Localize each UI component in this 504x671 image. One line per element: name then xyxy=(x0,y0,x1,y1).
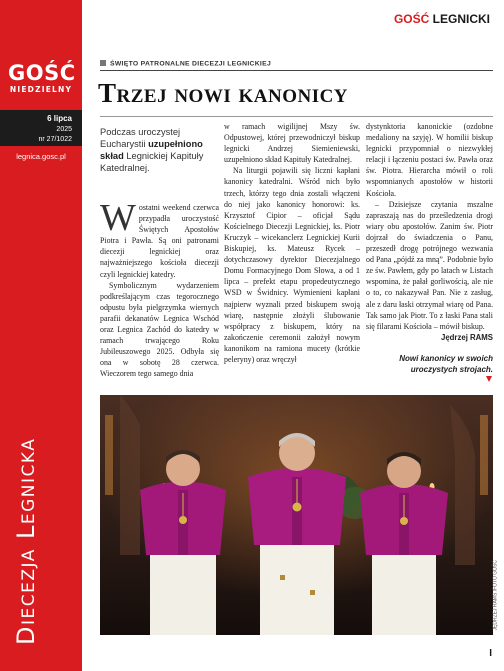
brand-region: LEGNICKI xyxy=(432,12,490,26)
logo-wordmark: GOŚĆ xyxy=(8,61,76,85)
page-number: I xyxy=(489,648,492,659)
paragraph-text: ostatni weekend czerwca przypadła uroczystość Świętych Apostołów Piotra i Pawła. Są oni patronami diecezji legnickiej oraz najważniejszego kościoła diecezji czyli legnickiej katedry. xyxy=(100,203,219,279)
issue-info xyxy=(0,110,82,146)
lead-start: Podczas uroczystej Eucharystii xyxy=(100,127,181,149)
article-lead xyxy=(100,126,212,174)
edition-brand xyxy=(394,12,490,26)
text-column-3 xyxy=(366,121,493,343)
kicker-divider xyxy=(100,70,493,71)
text-column-2 xyxy=(224,121,360,365)
issue-date: 6 lipca xyxy=(47,114,72,123)
website-link[interactable]: legnica.gosc.pl xyxy=(16,152,66,161)
article-author: Jędrzej RAMS xyxy=(441,332,493,342)
lead-end: Legnickiej Kapituły Katedralnej. xyxy=(100,151,204,173)
photo-caption: Nowi kanonicy w swoich uroczystych strojach. xyxy=(399,354,493,374)
paragraph: – Dzisiejsze czytania mszalne zapraszają nas do prześledzenia drogi wiary obu apostołów. Zanim św. Piotr dojrzał do świadczenia o Panu, przeszedł drogę potrójnego wezwania od Pana „pójdź za mną”. Podobnie było ze św. Pawłem, gdy po latach w Listach wspomina, że pałał gorliwością, ale nie o to, co nakazywał Pan. Nie z zasług, ale z daru łaski otrzymał wiarę od Pana. Tak samo jak Piotr. To z łaski Pana stali się filarami Kościoła – mówił biskup. xyxy=(366,199,493,331)
article-kicker xyxy=(100,60,271,68)
issue-year: 2025 xyxy=(56,126,72,133)
title-divider xyxy=(100,116,493,117)
canons-photo-illustration xyxy=(100,395,493,635)
logo-subtitle: NIEDZIELNY xyxy=(9,85,73,94)
gosc-niedzielny-logo[interactable] xyxy=(8,62,74,94)
paragraph: dystynktoria kanonickie (ozdobne medaliony na szyję). W homilii biskup legnicki przypomniał o niezwykłej relacji i łączeniu postaci św. Pawła oraz św. Piotra. Hierarcha mówił o roli wspomnianych apostołów w historii Kościoła. xyxy=(366,122,493,198)
paragraph: Na liturgii pojawili się liczni kapłani kanonicy katedralni. Wśród nich było trzech, którzy tego dnia zostali włączeni do niej jako kanonicy honorowi: ks. Krzysztof Cipior – oficjał Sądu Kościelnego Diecezji Legnickiej, ks. Piotr Kruczyk – wicekanclerz Legnickiej Kurii Biskupiej, ks. Mateusz Rycek – dotychczasowy dyrektor Diecezjalnego Domu Formacyjnego Dom Słowa, a od 1 lipca – prefekt etapu propedeutycznego WSD w Świdnicy. Wymienieni kapłani najpierw wyznali przed biskupem swoją wiarę, następnie złożyli ślubowanie współpracy z biskupem, który na zakończenie ceremonii założył nowym kanonikom na ramiona mucety (krótkie peleryny) oraz wręczył xyxy=(224,166,360,364)
kicker-square-icon xyxy=(100,60,106,66)
paragraph: Symbolicznym wydarzeniem podkreślającym czas tegorocznego odpustu była pielgrzymka wiernych parafii dekanatów Legnica Wschód oraz Legnica Zachód do katedry w ramach trwającego Roku Jubileuszowego 2025. Odbyła się ona w sobotę 28 czerwca. Wieczorem tego samego dnia xyxy=(100,280,219,379)
kicker-text: ŚWIĘTO PATRONALNE DIECEZJI LEGNICKIEJ xyxy=(110,60,272,68)
caption-arrow-icon xyxy=(486,376,492,382)
article-photo[interactable] xyxy=(100,395,493,635)
paragraph: w ramach wigilijnej Mszy św. Odpustowej, której przewodniczył biskup legnicki Andrzej Siemieniewski, uzupełniono skład Kapituły Katedralnej. xyxy=(224,122,360,165)
paragraph xyxy=(100,197,219,280)
brand-gosc: GOŚĆ xyxy=(393,12,430,26)
photo-credit: JĘDRZEJ RAMS /FOTO GOŚĆ xyxy=(492,560,498,631)
text-column-1 xyxy=(100,197,219,380)
sidebar xyxy=(0,0,82,671)
issue-number: nr 27/1022 xyxy=(38,136,72,143)
drop-cap: W xyxy=(100,197,136,239)
lead-emphasis: uzupełniono skład xyxy=(100,139,203,161)
article-title: Trzej nowi kanonicy xyxy=(98,78,349,108)
section-vertical-title: Diecezja Legnicka xyxy=(12,437,40,645)
